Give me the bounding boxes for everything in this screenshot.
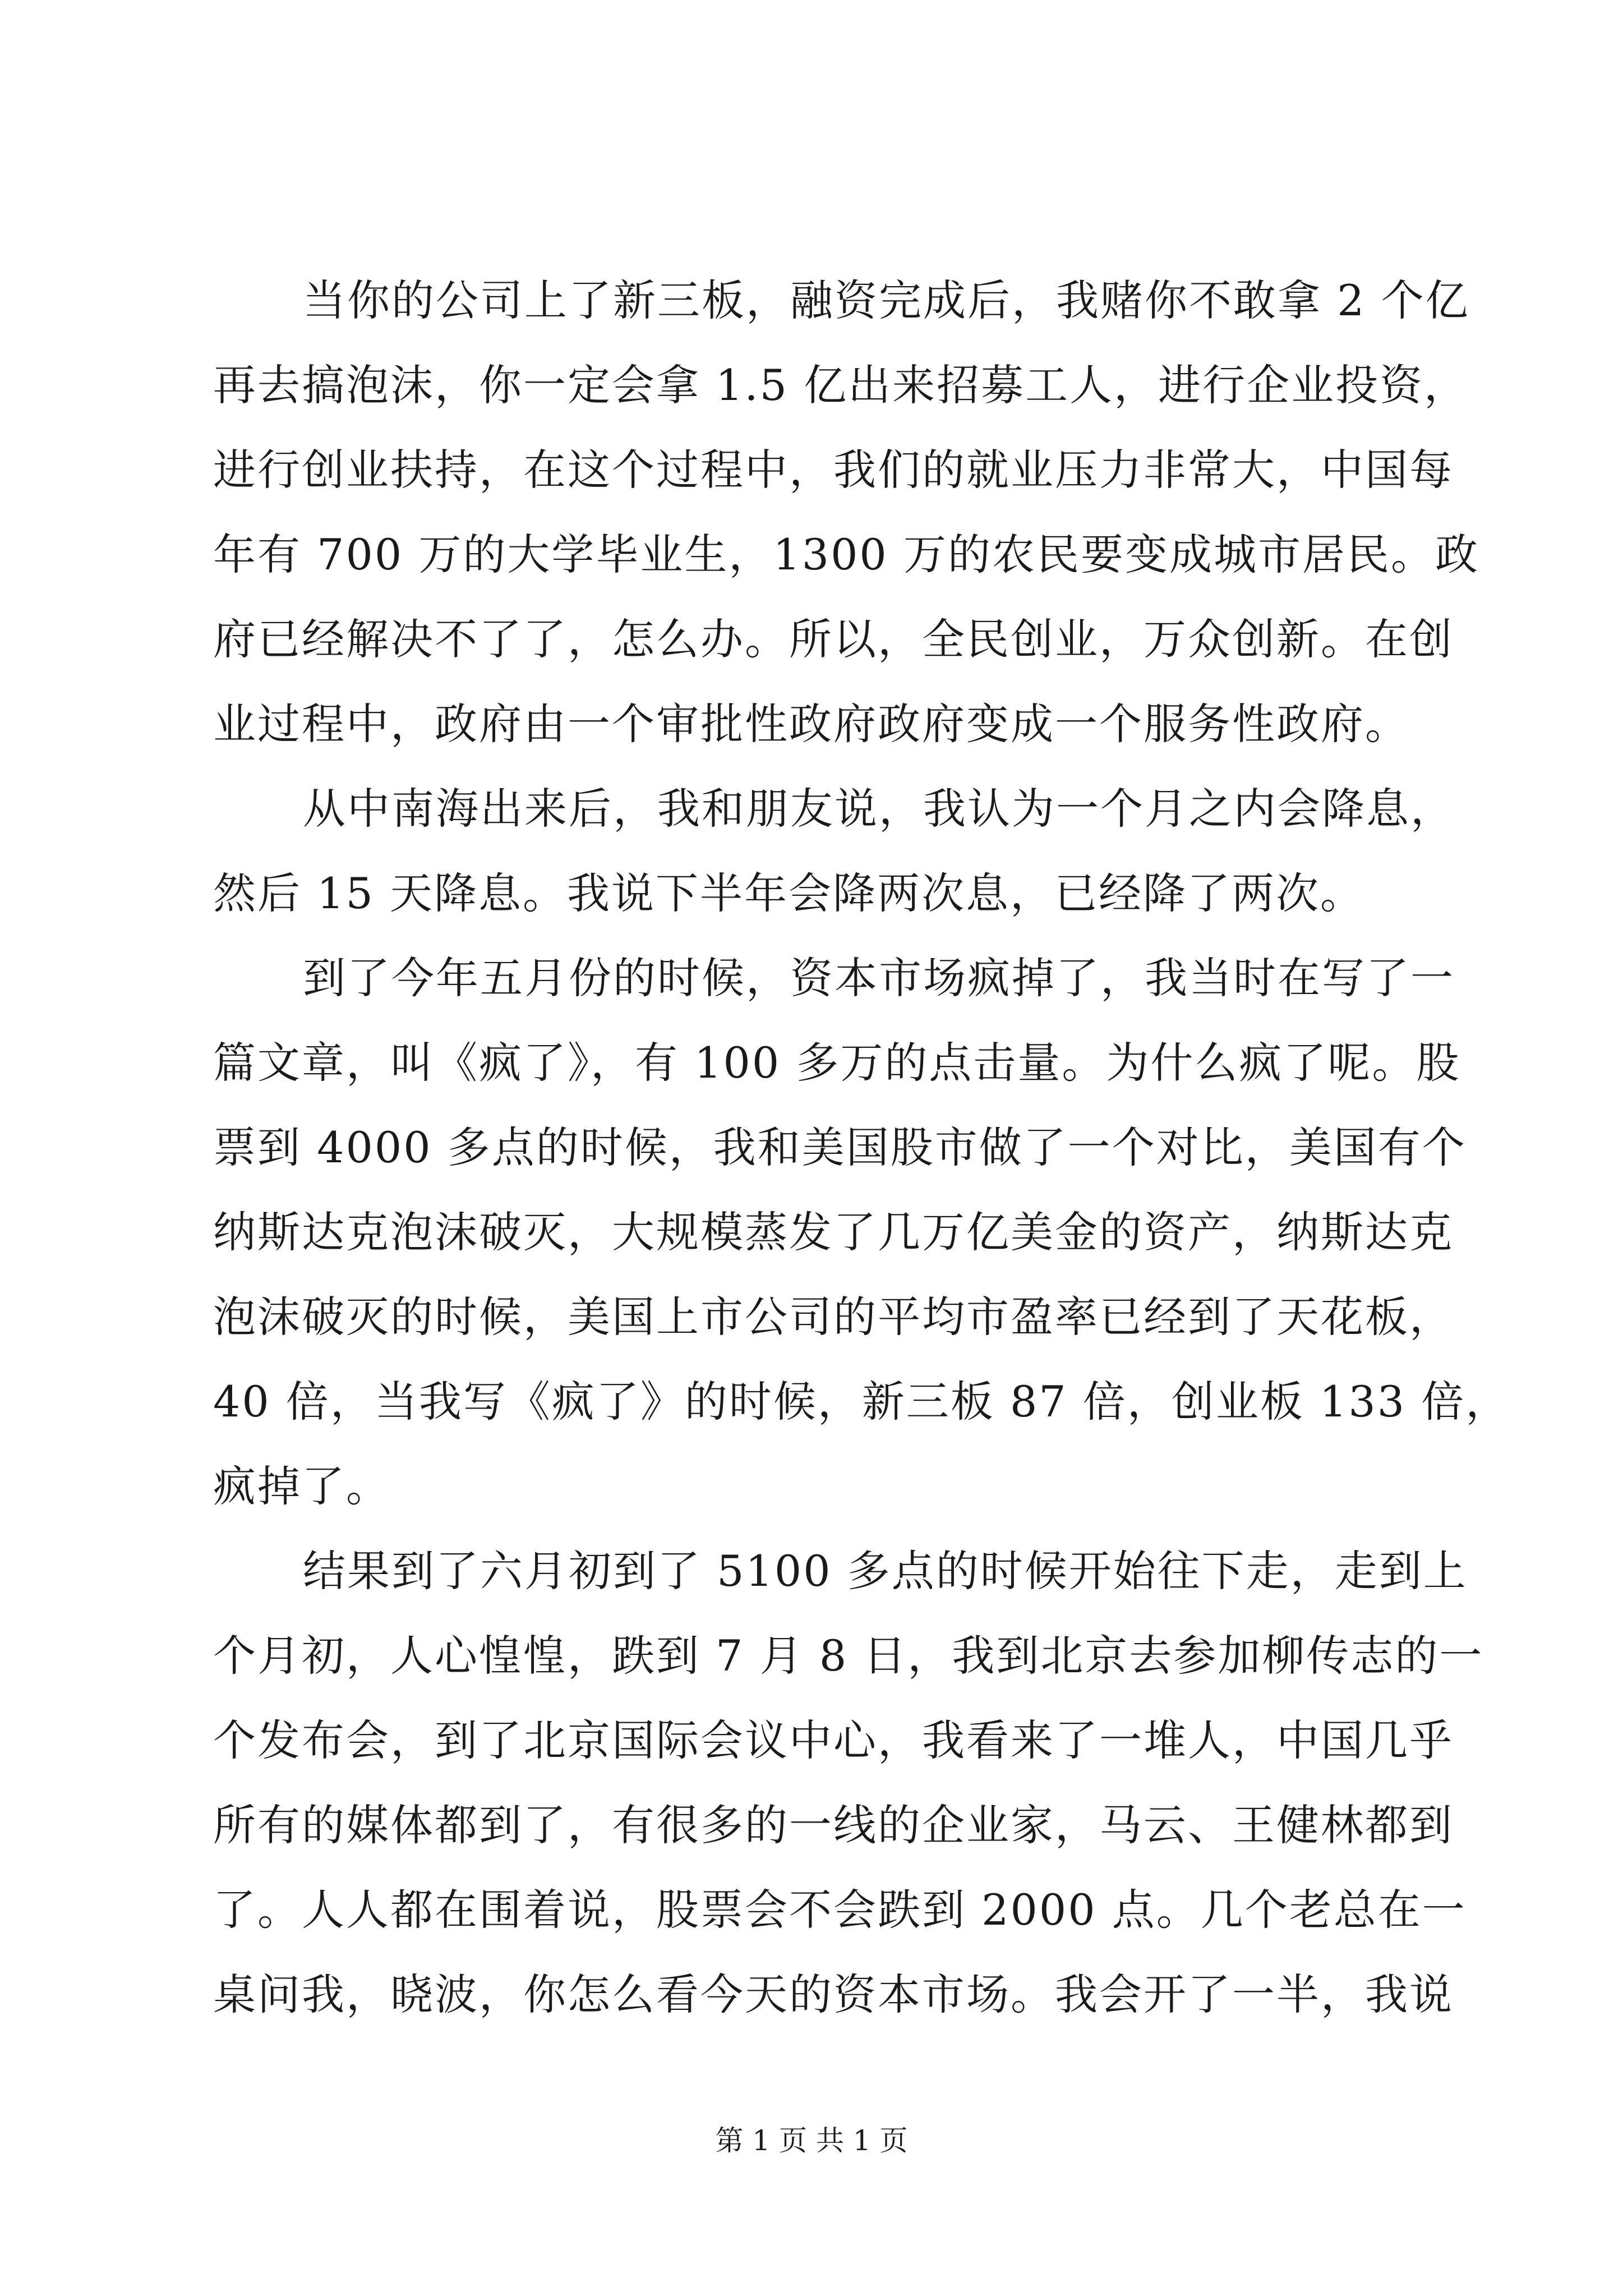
text-line: 业过程中，政府由一个审批性政府政府变成一个服务性政府。 bbox=[213, 699, 1409, 749]
text-line: 进行创业扶持，在这个过程中，我们的就业压力非常大，中国每 bbox=[213, 445, 1454, 495]
body-text bbox=[213, 258, 1510, 2037]
text-line: 了。人人都在围着说，股票会不会跌到 2000 点。几个老总在一 bbox=[213, 1885, 1467, 1935]
text-line: 疯掉了。 bbox=[213, 1461, 390, 1511]
text-line: 桌问我，晓波，你怎么看今天的资本市场。我会开了一半，我说 bbox=[213, 1970, 1454, 2019]
text-line: 票到 4000 多点的时候，我和美国股市做了一个对比，美国有个 bbox=[213, 1122, 1467, 1172]
text-line: 然后 15 天降息。我说下半年会降两次息，已经降了两次。 bbox=[213, 868, 1365, 918]
text-line: 所有的媒体都到了，有很多的一线的企业家，马云、王健林都到 bbox=[213, 1800, 1454, 1850]
text-line: 纳斯达克泡沫破灭，大规模蒸发了几万亿美金的资产，纳斯达克 bbox=[213, 1207, 1454, 1257]
text-line: 当你的公司上了新三板，融资完成后，我赌你不敢拿 2 个亿 bbox=[303, 275, 1470, 325]
text-line: 府已经解决不了了，怎么办。所以，全民创业，万众创新。在创 bbox=[213, 614, 1454, 664]
text-line: 个发布会，到了北京国际会议中心，我看来了一堆人，中国几乎 bbox=[213, 1715, 1454, 1765]
text-line: 从中南海出来后，我和朋友说，我认为一个月之内会降息， bbox=[303, 784, 1455, 834]
text-line: 篇文章，叫《疯了》，有 100 多万的点击量。为什么疯了呢。股 bbox=[213, 1038, 1461, 1088]
text-line: 个月初，人心惶惶，跌到 7 月 8 日，我到北京去参加柳传志的一 bbox=[213, 1631, 1484, 1681]
page-footer: 第 1 页 共 1 页 bbox=[715, 2124, 908, 2157]
text-line: 泡沫破灭的时候，美国上市公司的平均市盈率已经到了天花板， bbox=[213, 1292, 1454, 1342]
text-line: 到了今年五月份的时候，资本市场疯掉了，我当时在写了一 bbox=[303, 953, 1455, 1003]
text-line: 40 倍，当我写《疯了》的时候，新三板 87 倍，创业板 133 倍， bbox=[213, 1377, 1510, 1427]
text-line: 年有 700 万的大学毕业生，1300 万的农民要变成城市居民。政 bbox=[213, 530, 1479, 579]
text-line: 结果到了六月初到了 5100 多点的时候开始往下走，走到上 bbox=[303, 1546, 1468, 1596]
text-line: 再去搞泡沫，你一定会拿 1.5 亿出来招募工人，进行企业投资， bbox=[213, 360, 1469, 410]
